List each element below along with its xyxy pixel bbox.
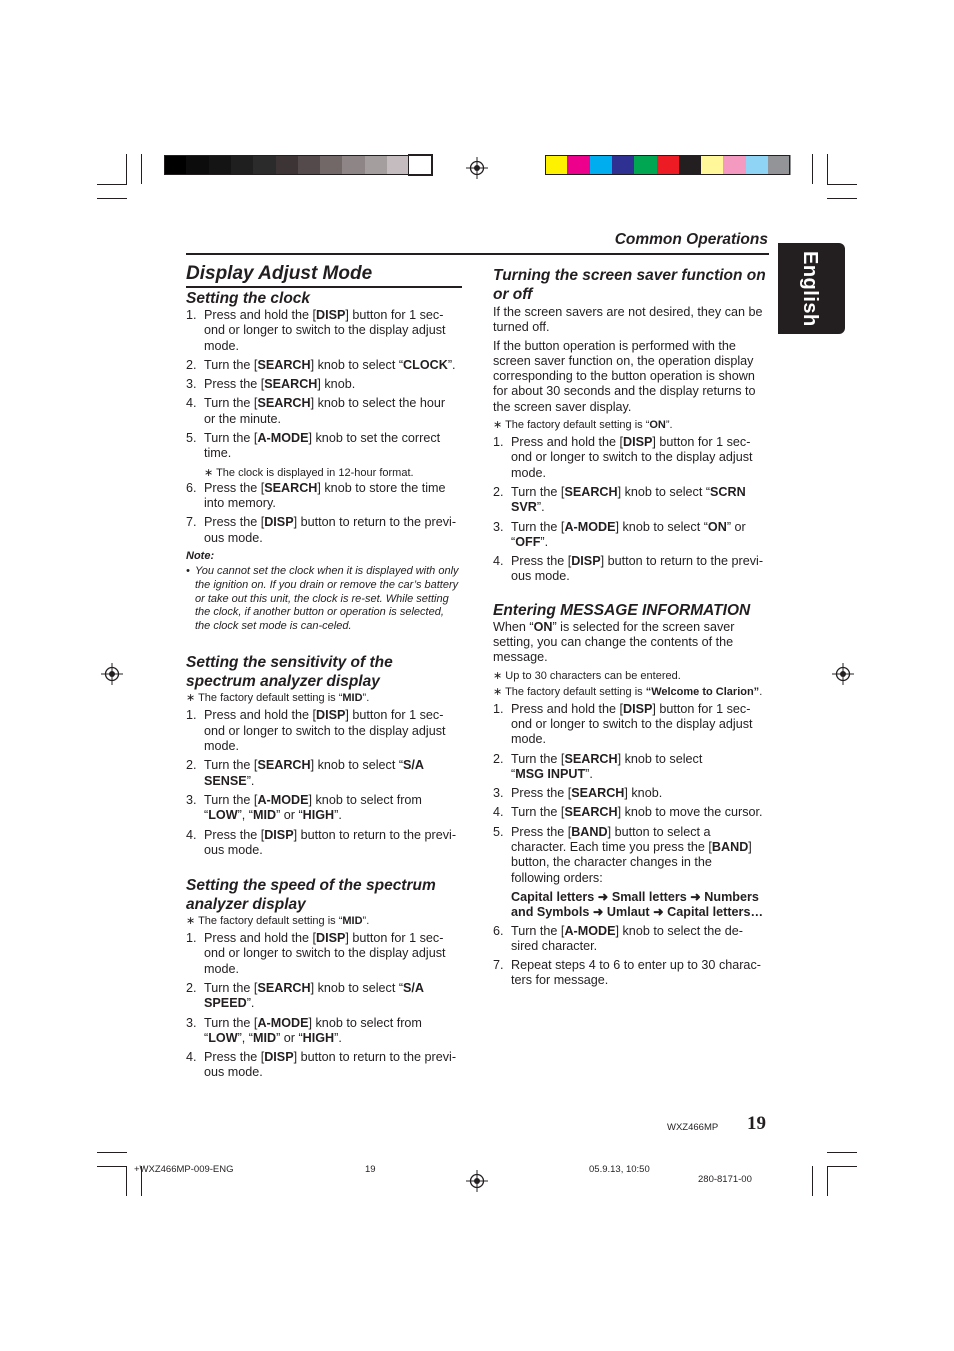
list-item <box>493 752 771 783</box>
character-order: Capital letters ➜ Small letters ➜ Numbers and Symbols ➜ Umlaut ➜ Capital letters… <box>511 889 764 920</box>
step-number: 4. <box>186 827 197 842</box>
step-text: Press the [SEARCH] knob. <box>511 786 663 801</box>
step-text: Turn the [A-MODE] knob to set the correct time. <box>204 431 441 461</box>
step-number: 3. <box>493 519 504 534</box>
step-text: Turn the [SEARCH] knob to select “S/A SENSE”. <box>204 758 425 788</box>
list-item <box>493 805 771 820</box>
list-item <box>186 431 462 462</box>
message-steps <box>493 702 771 886</box>
registration-mark-icon <box>466 1170 488 1192</box>
left-column <box>186 263 462 1085</box>
step-number: 4. <box>493 554 504 569</box>
language-tab <box>778 243 845 334</box>
sensitivity-default-note: ∗ The factory default setting is “MID”. <box>186 692 370 705</box>
clock-sub-note: ∗ The clock is displayed in 12-hour format. <box>204 466 414 479</box>
step-text: Press and hold the [DISP] button for 1 sec- ond or longer to switch to the display adjust mode. <box>204 931 446 976</box>
page-title: Display Adjust Mode <box>186 263 373 284</box>
step-text: Press the [DISP] button to return to the previ- ous mode. <box>204 827 457 857</box>
list-item <box>493 702 771 748</box>
step-number: 4. <box>186 1050 197 1065</box>
step-number: 6. <box>493 923 504 938</box>
registration-mark-icon <box>832 663 854 685</box>
list-item <box>186 308 462 354</box>
note-body: You cannot set the clock when it is displayed with only the ignition on. If you drain or remove the car’s battery or take out this unit, the clock is re-set. While setting the clock, if another button or operation is selected, the clock set mode is can-celed. <box>195 565 459 632</box>
step-text: Turn the [A-MODE] knob to select the de- sired character. <box>511 923 743 953</box>
step-number: 7. <box>186 515 197 530</box>
step-number: 3. <box>186 1015 197 1030</box>
step-text: Press the [DISP] button to return to the previ- ous mode. <box>204 1050 457 1080</box>
step-number: 2. <box>493 751 504 766</box>
swatch-frame <box>164 155 432 175</box>
step-text: Turn the [SEARCH] knob to select “MSG INPUT”. <box>511 751 703 781</box>
step-text: Press the [DISP] button to return to the previ- ous mode. <box>511 554 764 584</box>
step-text: Turn the [SEARCH] knob to select “SCRN SVR”. <box>511 484 746 515</box>
step-text: Press the [SEARCH] knob to store the time into memory. <box>204 480 446 510</box>
list-item <box>186 377 462 392</box>
step-text: Turn the [A-MODE] knob to select from “LOW”, “MID” or “HIGH”. <box>204 1015 422 1045</box>
note-label: Note: <box>186 549 215 562</box>
list-item <box>493 958 771 989</box>
screen-saver-default-note: ∗ The factory default setting is “ON”. <box>493 419 673 432</box>
page-number: 19 <box>747 1113 766 1134</box>
step-number: 3. <box>493 786 504 801</box>
step-text: Press and hold the [DISP] button for 1 sec- ond or longer to switch to the display adjust mode. <box>511 435 753 480</box>
step-text: Press the [DISP] button to return to the previ- ous mode. <box>204 515 457 545</box>
step-number: 2. <box>493 484 504 499</box>
step-text: Press and hold the [DISP] button for 1 sec- ond or longer to switch to the display adjust mode. <box>511 701 753 747</box>
step-number: 1. <box>186 708 197 723</box>
note-text: • You cannot set the clock when it is displayed with only the ignition on. If you drain or remove the car’s battery or take out this unit, the clock is re-set. While setting the clock, if another button or operation is selected, the clock set mode is can-celed. <box>186 565 459 632</box>
step-number: 2. <box>186 758 197 773</box>
step-text: Press the [SEARCH] knob. <box>204 377 356 392</box>
list-item <box>493 485 771 516</box>
list-item <box>493 786 771 801</box>
file-page: 19 <box>365 1164 376 1175</box>
list-item <box>493 924 771 955</box>
step-text: Repeat steps 4 to 6 to enter up to 30 charac- ters for message. <box>511 958 761 988</box>
screen-saver-heading: Turning the screen saver function on or off <box>493 267 766 303</box>
step-number: 5. <box>186 431 197 446</box>
swatch-frame <box>545 155 790 175</box>
speed-default-note: ∗ The factory default setting is “MID”. <box>186 915 370 928</box>
list-item <box>186 481 462 512</box>
step-number: 1. <box>186 931 197 946</box>
step-number: 4. <box>493 805 504 820</box>
list-item <box>186 981 462 1012</box>
step-number: 3. <box>186 792 197 807</box>
step-number: 1. <box>493 701 504 716</box>
registration-mark-icon <box>101 663 123 685</box>
list-item <box>186 1050 462 1081</box>
list-item <box>186 396 462 427</box>
message-char-limit-note: ∗ Up to 30 characters can be entered. <box>493 669 681 682</box>
step-number: 5. <box>493 824 504 839</box>
header-rule <box>186 253 769 255</box>
list-item <box>186 828 462 859</box>
step-text: Turn the [A-MODE] knob to select from “LOW”, “MID” or “HIGH”. <box>204 792 422 823</box>
message-steps-continued <box>493 924 771 989</box>
step-text: Press the [BAND] button to select a character. Each time you press the [BAND] button, the character changes in the following orders: <box>511 824 752 885</box>
clock-heading: Setting the clock <box>186 290 311 307</box>
sensitivity-steps <box>186 708 462 858</box>
list-item <box>186 931 462 977</box>
clock-steps-continued <box>186 481 462 546</box>
language-tab-label: English <box>799 251 821 327</box>
model-code: WXZ466MP <box>667 1122 719 1133</box>
list-item <box>186 758 462 789</box>
message-default-note: ∗ The factory default setting is “Welcome to Clarion”. <box>493 685 763 698</box>
step-number: 3. <box>186 377 197 392</box>
section-heading: Common Operations <box>614 231 768 248</box>
step-text: Turn the [SEARCH] knob to select “CLOCK”. <box>204 357 456 372</box>
list-item <box>493 520 771 551</box>
file-name: +WXZ466MP-009-ENG <box>134 1164 234 1175</box>
list-item <box>186 358 462 373</box>
step-number: 2. <box>186 980 197 995</box>
step-number: 2. <box>186 357 197 372</box>
step-text: Turn the [SEARCH] knob to select the hour or the minute. <box>204 396 446 426</box>
registration-mark-icon <box>466 157 488 179</box>
clock-steps <box>186 308 462 462</box>
list-item <box>493 825 771 886</box>
sensitivity-heading: Setting the sensitivity of the spectrum analyzer display <box>186 654 393 691</box>
step-number: 7. <box>493 958 504 973</box>
step-number: 6. <box>186 480 197 495</box>
screen-saver-description: If the button operation is performed with the screen saver function on, the operation display corresponding to the button operation is shown for about 30 seconds and the display returns to the screen saver display. <box>493 338 756 414</box>
list-item <box>186 515 462 546</box>
step-text: Turn the [A-MODE] knob to select “ON” or “OFF”. <box>511 519 746 549</box>
message-heading: Entering MESSAGE INFORMATION <box>493 601 751 619</box>
right-column <box>493 266 771 993</box>
list-item <box>493 435 771 481</box>
step-number: 1. <box>493 435 504 450</box>
step-text: Turn the [SEARCH] knob to select “S/A SPEED”. <box>204 980 425 1011</box>
step-number: 1. <box>186 308 197 322</box>
list-item <box>186 793 462 824</box>
speed-heading: Setting the speed of the spectrum analyzer display <box>186 877 436 914</box>
print-date: 05.9.13, 10:50 <box>589 1164 650 1175</box>
list-item <box>186 708 462 754</box>
screen-saver-intro: If the screen savers are not desired, they can be turned off. <box>493 305 763 335</box>
list-item <box>186 1016 462 1047</box>
part-number: 280-8171-00 <box>698 1174 752 1185</box>
step-text: Turn the [SEARCH] knob to move the cursor. <box>511 805 763 820</box>
screen-saver-steps <box>493 435 771 585</box>
step-text: Press and hold the [DISP] button for 1 sec- ond or longer to switch to the display adjust mode. <box>204 708 446 754</box>
message-intro: When “ON” is selected for the screen saver setting, you can change the contents of the message. <box>493 619 735 665</box>
speed-steps <box>186 931 462 1081</box>
step-number: 4. <box>186 396 197 411</box>
list-item <box>493 554 771 585</box>
step-text: Press and hold the [DISP] button for 1 sec- ond or longer to switch to the display adjust mode. <box>204 308 446 353</box>
